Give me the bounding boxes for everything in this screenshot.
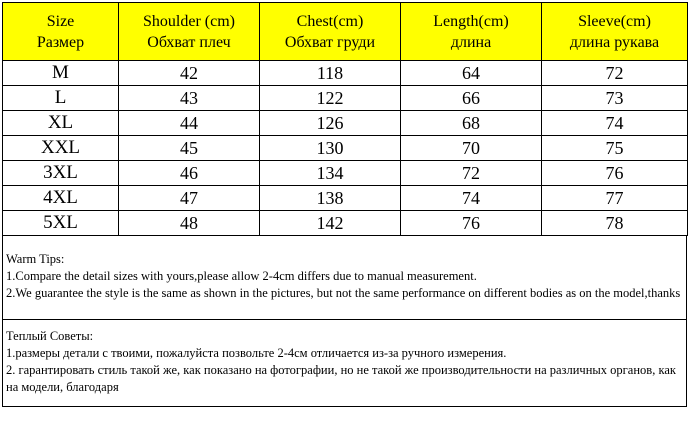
header-shoulder bbox=[119, 3, 260, 61]
cell-sleeve: 77 bbox=[542, 186, 688, 211]
header-sleeve-ru: длина рукава bbox=[569, 33, 660, 51]
cell-size: 5XL bbox=[3, 211, 119, 236]
cell-chest: 118 bbox=[260, 61, 401, 86]
cell-chest: 126 bbox=[260, 111, 401, 136]
header-size bbox=[3, 3, 119, 61]
table-row bbox=[3, 111, 688, 136]
warm-tips-ru-line-2: 2. гарантировать стиль такой же, как показано на фотографии, но не такой же производительности на различных органов, как на модели, благодаря bbox=[6, 363, 676, 394]
cell-sleeve: 72 bbox=[542, 61, 688, 86]
cell-length: 72 bbox=[401, 161, 542, 186]
header-size-ru: Размер bbox=[36, 33, 85, 51]
cell-shoulder: 44 bbox=[119, 111, 260, 136]
warm-tips-ru-title: Теплый Советы: bbox=[6, 329, 94, 343]
cell-shoulder: 48 bbox=[119, 211, 260, 236]
notes-box bbox=[2, 236, 687, 407]
cell-length: 76 bbox=[401, 211, 542, 236]
cell-length: 64 bbox=[401, 61, 542, 86]
header-size-en: Size bbox=[46, 12, 75, 30]
cell-length: 66 bbox=[401, 86, 542, 111]
cell-size: XL bbox=[3, 111, 119, 136]
table-row bbox=[3, 61, 688, 86]
header-length-en: Length(cm) bbox=[433, 12, 509, 30]
warm-tips-en bbox=[3, 236, 686, 320]
header-length-ru: длина bbox=[450, 33, 492, 51]
cell-shoulder: 46 bbox=[119, 161, 260, 186]
warm-tips-ru-line-1: 1.размеры детали с твоими, пожалуйста позвольте 2-4см отличается из-за ручного измерения. bbox=[6, 346, 507, 360]
table-row bbox=[3, 211, 688, 236]
cell-shoulder: 47 bbox=[119, 186, 260, 211]
cell-length: 70 bbox=[401, 136, 542, 161]
cell-chest: 130 bbox=[260, 136, 401, 161]
table-row bbox=[3, 136, 688, 161]
cell-size: 3XL bbox=[3, 161, 119, 186]
cell-sleeve: 76 bbox=[542, 161, 688, 186]
warm-tips-line-1: 1.Compare the detail sizes with yours,please allow 2-4cm differs due to manual measurement. bbox=[6, 269, 477, 283]
cell-shoulder: 45 bbox=[119, 136, 260, 161]
cell-size: L bbox=[3, 86, 119, 111]
header-shoulder-ru: Обхват плеч bbox=[147, 33, 231, 51]
warm-tips-line-2: 2.We guarantee the style is the same as shown in the pictures, but not the same performance on different bodies as on the model,thanks bbox=[6, 286, 681, 300]
cell-shoulder: 43 bbox=[119, 86, 260, 111]
size-table bbox=[2, 2, 688, 236]
cell-chest: 134 bbox=[260, 161, 401, 186]
cell-size: M bbox=[3, 61, 119, 86]
cell-length: 74 bbox=[401, 186, 542, 211]
cell-sleeve: 78 bbox=[542, 211, 688, 236]
header-length bbox=[401, 3, 542, 61]
cell-sleeve: 73 bbox=[542, 86, 688, 111]
cell-length: 68 bbox=[401, 111, 542, 136]
warm-tips-ru bbox=[3, 320, 686, 406]
cell-chest: 142 bbox=[260, 211, 401, 236]
cell-sleeve: 75 bbox=[542, 136, 688, 161]
header-shoulder-en: Shoulder (cm) bbox=[143, 12, 235, 30]
header-sleeve bbox=[542, 3, 688, 61]
header-chest-en: Chest(cm) bbox=[296, 12, 364, 30]
cell-shoulder: 42 bbox=[119, 61, 260, 86]
header-row bbox=[3, 3, 688, 61]
cell-sleeve: 74 bbox=[542, 111, 688, 136]
cell-size: XXL bbox=[3, 136, 119, 161]
cell-chest: 122 bbox=[260, 86, 401, 111]
table-row bbox=[3, 186, 688, 211]
table-row bbox=[3, 161, 688, 186]
header-chest bbox=[260, 3, 401, 61]
header-chest-ru: Обхват груди bbox=[284, 33, 376, 51]
warm-tips-title: Warm Tips: bbox=[6, 252, 65, 266]
size-chart-sheet bbox=[2, 2, 687, 430]
cell-size: 4XL bbox=[3, 186, 119, 211]
table-row bbox=[3, 86, 688, 111]
cell-chest: 138 bbox=[260, 186, 401, 211]
header-sleeve-en: Sleeve(cm) bbox=[578, 12, 651, 30]
